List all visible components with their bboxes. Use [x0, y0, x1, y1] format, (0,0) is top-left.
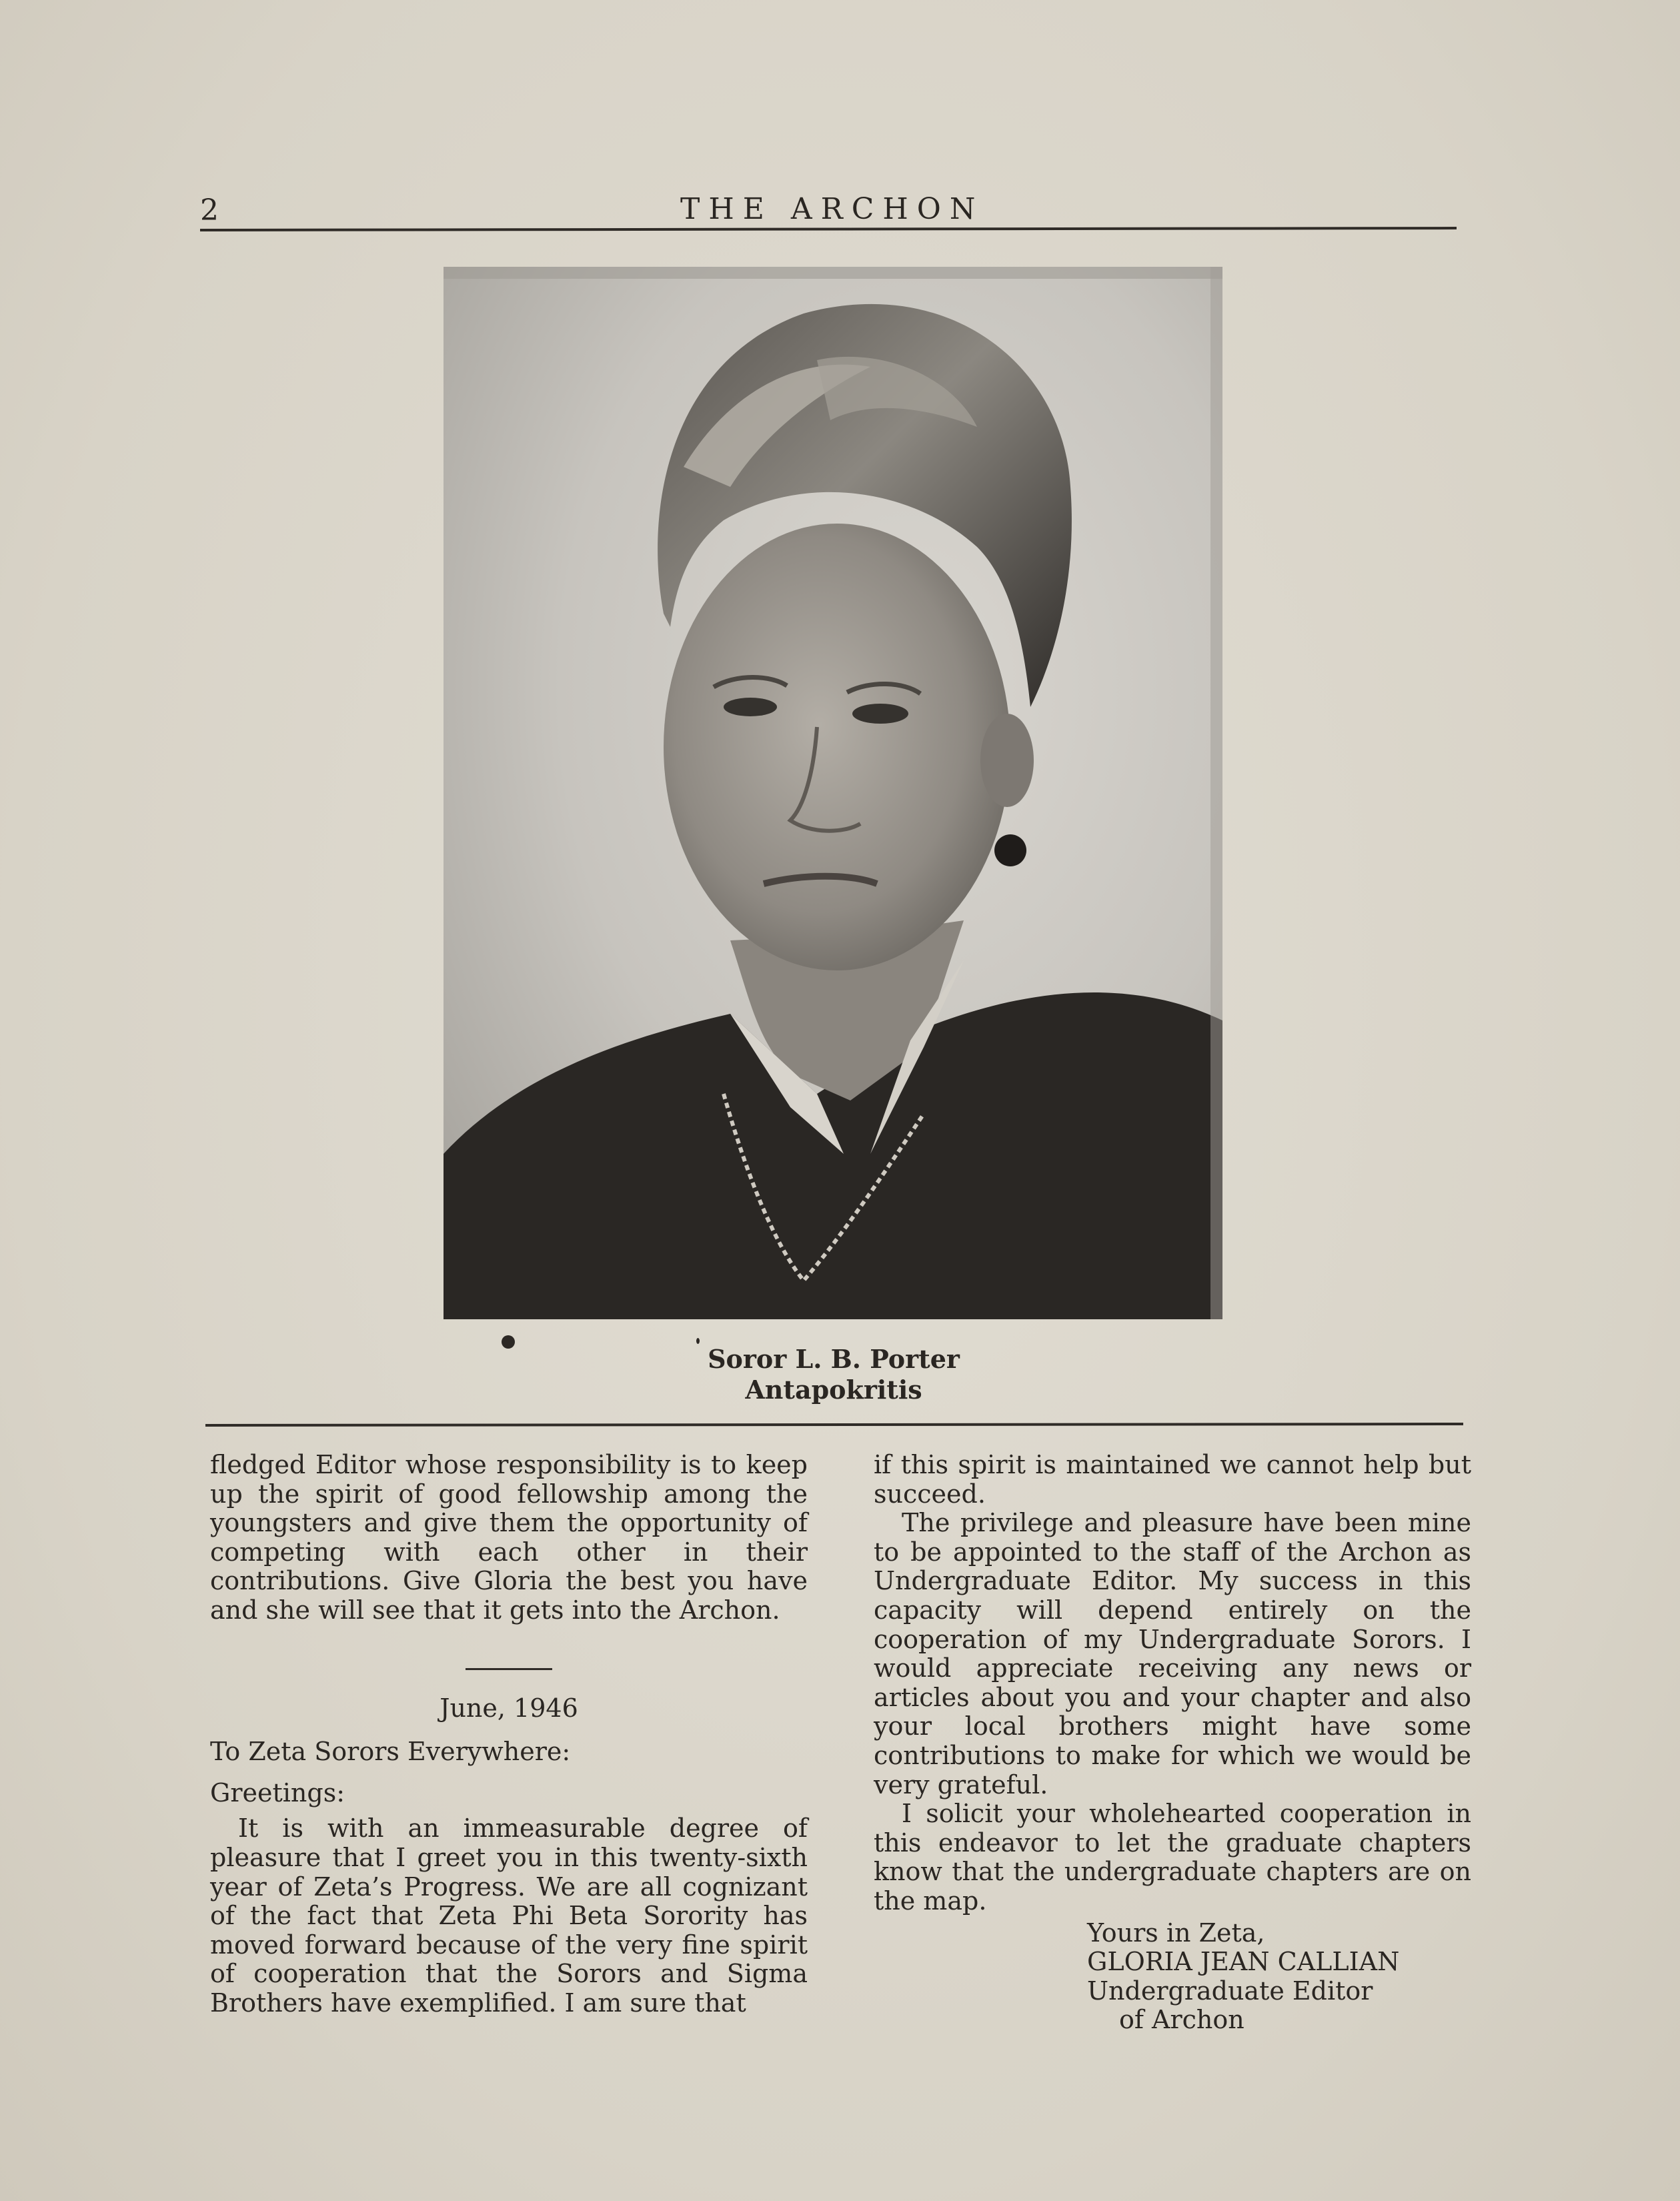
signer-role: Undergraduate Editor: [1087, 1976, 1373, 2006]
letter-greeting: Greetings:: [210, 1777, 345, 1807]
running-title: THE ARCHON: [680, 192, 984, 226]
page-number: 2: [200, 193, 220, 227]
right-column: [874, 1451, 1471, 2035]
photo-caption: [600, 1344, 1067, 1405]
right-paragraph-3: I solicit your wholehearted cooperation in this endeavor to let the graduate chapters know that the undergraduate chapters are on the map.: [874, 1799, 1471, 1916]
signer-role-continued: of Archon: [1119, 2005, 1244, 2035]
caption-title: Antapokritis: [745, 1375, 922, 1405]
ink-speck: [502, 1335, 515, 1349]
portrait-photo: [444, 267, 1222, 1319]
right-paragraph-1: if this spirit is maintained we cannot help but succeed.: [874, 1450, 1471, 1509]
left-paragraph-2: It is with an immeasurable degree of pleasure that I greet you in this twenty-sixth year of Zeta’s Progress. We are all cognizant of the fact that Zeta Phi Beta Sorority has moved forward because of the very fine spirit of cooperation that the Sorors and Sigma Brothers have exemplified. I am sure that: [210, 1813, 808, 2018]
signature-block: [1087, 1919, 1471, 2035]
caption-name: Soror L. B. Porter: [708, 1344, 960, 1374]
left-paragraph-1: fledged Editor whose responsibility is to keep up the spirit of good fellowship among the youngsters and give them the opportunity of competing with each other in their contributions. Give Gloria the best you have and she will see that it gets into the Archon.: [210, 1450, 808, 1625]
letter-date: June, 1946: [440, 1693, 578, 1723]
portrait-photo-icon: [444, 267, 1222, 1319]
signer-name: GLORIA JEAN CALLIAN: [1087, 1947, 1400, 1977]
short-divider: [466, 1668, 552, 1670]
right-paragraph-2: The privilege and pleasure have been mine to be appointed to the staff of the Archon as Undergraduate Editor. My success in this capacity will depend entirely on the cooperation of my Undergraduate Sorors. I would appreciate receiving any news or articles about you and your chapter and also your local brothers might have some contributions to make for which we would be very grateful.: [874, 1508, 1471, 1799]
ink-speck: [696, 1338, 700, 1344]
closing-line: Yours in Zeta,: [1087, 1918, 1265, 1948]
left-column: [210, 1451, 808, 2018]
letter-salutation: To Zeta Sorors Everywhere:: [210, 1737, 571, 1767]
